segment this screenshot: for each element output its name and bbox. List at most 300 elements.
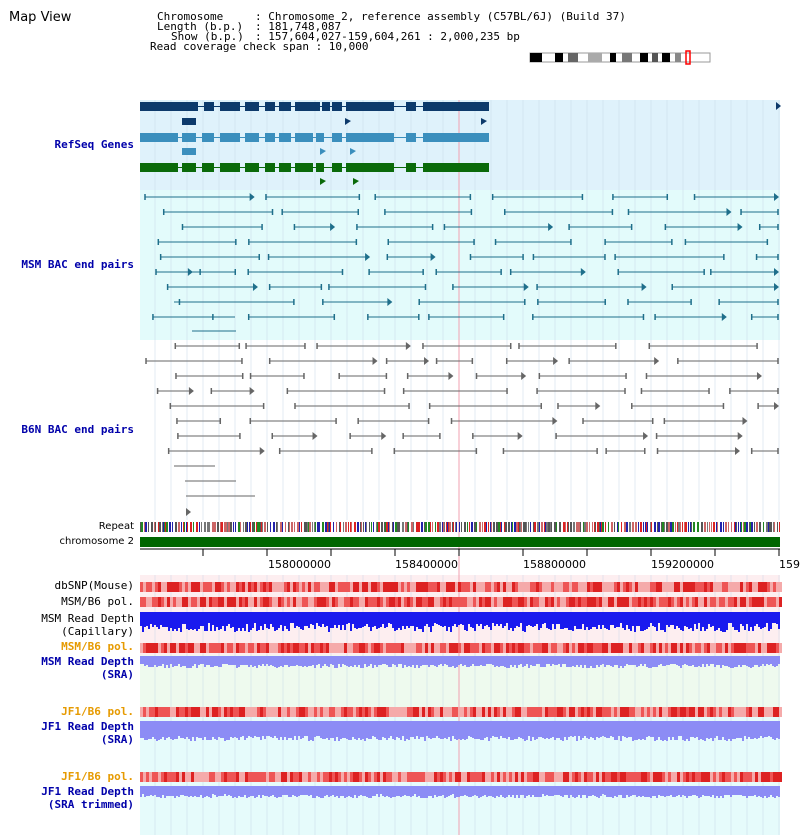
read-depth-bar	[186, 786, 188, 796]
polymorphism-cell	[512, 772, 515, 782]
read-depth-bar	[460, 786, 462, 796]
read-depth-bar	[478, 656, 480, 666]
read-depth-bar	[562, 612, 564, 629]
repeat-mark	[209, 522, 210, 532]
polymorphism-cell	[416, 707, 419, 717]
polymorphism-cell	[302, 582, 305, 592]
read-depth-bar	[744, 721, 746, 736]
polymorphism-cell	[650, 582, 653, 592]
read-depth-bar	[290, 721, 292, 738]
polymorphism-cell	[335, 597, 338, 607]
read-depth-bar	[246, 612, 248, 624]
read-depth-bar	[574, 721, 576, 736]
polymorphism-cell	[623, 582, 626, 592]
polymorphism-cell	[542, 597, 545, 607]
read-depth-bar	[164, 786, 166, 798]
read-depth-bar	[372, 612, 374, 627]
read-depth-bar	[166, 612, 168, 627]
repeat-mark	[578, 522, 580, 532]
repeat-mark	[329, 522, 330, 532]
read-depth-bar	[484, 656, 486, 666]
polymorphism-cell	[479, 597, 482, 607]
polymorphism-cell	[530, 772, 533, 782]
repeat-mark	[500, 522, 501, 532]
polymorphism-cell	[245, 772, 248, 782]
read-depth-bar	[176, 786, 178, 796]
polymorphism-cell	[548, 582, 551, 592]
read-depth-bar	[390, 786, 392, 798]
read-depth-bar	[532, 612, 534, 627]
read-depth-bar	[324, 786, 326, 796]
read-depth-bar	[602, 656, 604, 664]
read-depth-bar	[710, 612, 712, 627]
polymorphism-cell	[632, 582, 635, 592]
polymorphism-cell	[203, 643, 206, 653]
read-depth-bar	[410, 612, 412, 626]
polymorphism-cell	[410, 643, 413, 653]
read-depth-bar	[714, 656, 716, 667]
repeat-mark	[154, 522, 155, 532]
polymorphism-cell	[194, 707, 197, 717]
read-depth-bar	[630, 786, 632, 796]
polymorphism-cell	[317, 707, 320, 717]
polymorphism-cell	[479, 582, 482, 592]
read-depth-bar	[348, 612, 350, 623]
read-depth-bar	[150, 721, 152, 739]
read-depth-bar	[378, 786, 380, 797]
polymorphism-cell	[692, 597, 695, 607]
polymorphism-cell	[707, 772, 710, 782]
polymorphism-cell	[728, 582, 731, 592]
polymorphism-cell	[629, 582, 632, 592]
polymorphism-cell	[350, 772, 353, 782]
read-depth-bar	[512, 721, 514, 740]
polymorphism-cell	[752, 643, 755, 653]
polymorphism-cell	[524, 582, 527, 592]
polymorphism-cell	[644, 707, 647, 717]
repeat-mark	[277, 522, 278, 532]
polymorphism-cell	[560, 582, 563, 592]
read-depth-bar	[402, 612, 404, 626]
read-depth-bar	[536, 786, 538, 797]
read-depth-bar	[238, 786, 240, 796]
read-depth-bar	[750, 786, 752, 796]
read-depth-bar	[662, 656, 664, 666]
polymorphism-cell	[206, 707, 209, 717]
polymorphism-cell	[281, 772, 284, 782]
jf1-b6-pol-label: JF1/B6 pol.	[61, 705, 134, 718]
polymorphism-cell	[545, 582, 548, 592]
polymorphism-cell	[323, 582, 326, 592]
jf1-depth-sra-sublabel: (SRA)	[100, 733, 134, 746]
polymorphism-cell	[371, 643, 374, 653]
polymorphism-cell	[248, 772, 251, 782]
read-depth-bar	[592, 612, 594, 627]
read-depth-bar	[170, 612, 172, 628]
read-depth-bar	[774, 721, 776, 740]
read-depth-bar	[390, 721, 392, 736]
read-depth-bar	[242, 656, 244, 665]
polymorphism-cell	[383, 597, 386, 607]
polymorphism-cell	[527, 597, 530, 607]
read-depth-bar	[384, 786, 386, 797]
read-depth-bar	[718, 656, 720, 665]
repeat-mark	[654, 522, 656, 532]
polymorphism-cell	[245, 597, 248, 607]
polymorphism-cell	[659, 772, 662, 782]
read-depth-bar	[654, 612, 656, 627]
repeat-mark	[720, 522, 722, 532]
read-depth-bar	[698, 786, 700, 798]
read-depth-bar	[516, 612, 518, 626]
polymorphism-cell	[344, 597, 347, 607]
read-depth-bar	[178, 612, 180, 628]
read-depth-bar	[460, 656, 462, 664]
read-depth-bar	[700, 721, 702, 739]
polymorphism-cell	[680, 772, 683, 782]
read-depth-bar	[612, 656, 614, 667]
read-depth-bar	[776, 721, 778, 738]
read-depth-bar	[504, 612, 506, 626]
read-depth-bar	[558, 721, 560, 738]
polymorphism-cell	[731, 643, 734, 653]
polymorphism-cell	[488, 582, 491, 592]
read-depth-bar	[460, 612, 462, 624]
read-depth-bar	[424, 656, 426, 665]
read-depth-bar	[346, 721, 348, 739]
polymorphism-cell	[725, 707, 728, 717]
polymorphism-cell	[413, 772, 416, 782]
read-depth-bar	[282, 656, 284, 667]
polymorphism-cell	[479, 643, 482, 653]
polymorphism-cell	[413, 597, 416, 607]
polymorphism-cell	[614, 582, 617, 592]
polymorphism-cell	[356, 772, 359, 782]
polymorphism-cell	[188, 707, 191, 717]
polymorphism-cell	[683, 582, 686, 592]
polymorphism-cell	[353, 643, 356, 653]
read-depth-bar	[532, 656, 534, 666]
read-depth-bar	[490, 656, 492, 664]
read-depth-bar	[330, 721, 332, 738]
read-depth-bar	[418, 656, 420, 668]
read-depth-bar	[624, 656, 626, 666]
read-depth-bar	[744, 612, 746, 630]
read-depth-bar	[514, 721, 516, 739]
read-depth-bar	[614, 786, 616, 796]
polymorphism-cell	[683, 597, 686, 607]
read-depth-bar	[766, 612, 768, 623]
polymorphism-cell	[293, 597, 296, 607]
repeat-mark	[490, 522, 491, 532]
read-depth-bar	[540, 656, 542, 667]
polymorphism-cell	[533, 597, 536, 607]
read-depth-bar	[642, 786, 644, 796]
read-depth-bar	[212, 656, 214, 667]
polymorphism-cell	[143, 643, 146, 653]
read-depth-bar	[358, 786, 360, 796]
read-depth-bar	[778, 612, 780, 629]
read-depth-bar	[674, 721, 676, 740]
gene-exon	[423, 102, 489, 111]
read-depth-bar	[332, 786, 334, 795]
polymorphism-cell	[242, 772, 245, 782]
polymorphism-cell	[359, 772, 362, 782]
gene-exon	[295, 163, 313, 172]
read-depth-bar	[448, 656, 450, 667]
read-depth-bar	[622, 656, 624, 668]
polymorphism-cell	[293, 582, 296, 592]
polymorphism-cell	[575, 597, 578, 607]
polymorphism-cell	[779, 597, 782, 607]
read-depth-bar	[280, 612, 282, 625]
repeat-mark	[646, 522, 647, 532]
read-depth-bar	[726, 656, 728, 666]
read-depth-bar	[416, 612, 418, 627]
polymorphism-cell	[347, 772, 350, 782]
polymorphism-cell	[161, 582, 164, 592]
polymorphism-cell	[140, 772, 143, 782]
read-depth-bar	[312, 656, 314, 665]
repeat-mark	[524, 522, 526, 532]
read-depth-bar	[172, 786, 174, 796]
read-depth-bar	[458, 656, 460, 665]
polymorphism-cell	[158, 772, 161, 782]
polymorphism-cell	[680, 597, 683, 607]
polymorphism-cell	[458, 643, 461, 653]
repeat-mark	[534, 522, 536, 532]
polymorphism-cell	[194, 772, 197, 782]
read-depth-bar	[250, 786, 252, 796]
polymorphism-cell	[221, 772, 224, 782]
read-depth-bar	[284, 721, 286, 737]
read-depth-bar	[176, 612, 178, 631]
read-depth-bar	[334, 786, 336, 797]
read-depth-bar	[374, 612, 376, 626]
read-depth-bar	[744, 656, 746, 665]
polymorphism-cell	[683, 707, 686, 717]
polymorphism-cell	[182, 772, 185, 782]
polymorphism-cell	[596, 707, 599, 717]
read-depth-bar	[400, 786, 402, 797]
polymorphism-cell	[374, 582, 377, 592]
read-depth-bar	[760, 721, 762, 736]
read-depth-bar	[360, 721, 362, 740]
read-depth-bar	[610, 656, 612, 666]
read-depth-bar	[472, 656, 474, 664]
read-depth-bar	[314, 786, 316, 798]
polymorphism-cell	[341, 772, 344, 782]
repeat-mark	[763, 522, 764, 532]
read-depth-bar	[296, 721, 298, 740]
read-depth-bar	[250, 656, 252, 665]
read-depth-bar	[644, 656, 646, 664]
read-depth-bar	[554, 786, 556, 795]
polymorphism-cell	[719, 707, 722, 717]
read-depth-bar	[558, 612, 560, 624]
polymorphism-cell	[677, 707, 680, 717]
polymorphism-cell	[578, 707, 581, 717]
read-depth-bar	[460, 721, 462, 740]
polymorphism-cell	[203, 772, 206, 782]
polymorphism-cell	[758, 772, 761, 782]
polymorphism-cell	[761, 643, 764, 653]
read-depth-bar	[576, 721, 578, 741]
polymorphism-cell	[350, 707, 353, 717]
read-depth-bar	[252, 656, 254, 667]
polymorphism-cell	[641, 582, 644, 592]
read-depth-bar	[206, 721, 208, 740]
read-depth-bar	[244, 656, 246, 665]
read-depth-bar	[556, 786, 558, 795]
read-depth-bar	[492, 786, 494, 797]
repeat-mark	[159, 522, 161, 532]
polymorphism-cell	[674, 772, 677, 782]
polymorphism-cell	[734, 643, 737, 653]
read-depth-bar	[476, 786, 478, 796]
read-depth-bar	[636, 786, 638, 797]
polymorphism-cell	[308, 597, 311, 607]
read-depth-bar	[238, 721, 240, 740]
repeat-mark	[280, 522, 282, 532]
polymorphism-cell	[692, 582, 695, 592]
read-depth-bar	[588, 656, 590, 668]
polymorphism-cell	[215, 597, 218, 607]
repeat-mark	[476, 522, 477, 532]
polymorphism-cell	[326, 597, 329, 607]
read-depth-bar	[148, 656, 150, 667]
polymorphism-cell	[455, 597, 458, 607]
polymorphism-cell	[311, 597, 314, 607]
polymorphism-cell	[749, 582, 752, 592]
read-depth-bar	[654, 656, 656, 667]
read-depth-bar	[626, 612, 628, 625]
repeat-mark	[520, 522, 521, 532]
read-depth-bar	[350, 721, 352, 740]
polymorphism-cell	[461, 707, 464, 717]
polymorphism-cell	[551, 707, 554, 717]
polymorphism-cell	[200, 707, 203, 717]
polymorphism-cell	[422, 772, 425, 782]
polymorphism-cell	[677, 582, 680, 592]
read-depth-bar	[738, 786, 740, 795]
polymorphism-cell	[671, 597, 674, 607]
polymorphism-cell	[224, 772, 227, 782]
read-depth-bar	[174, 786, 176, 798]
read-depth-bar	[256, 786, 258, 797]
read-depth-bar	[586, 612, 588, 627]
read-depth-bar	[308, 786, 310, 796]
read-depth-bar	[436, 786, 438, 797]
polymorphism-cell	[497, 643, 500, 653]
read-depth-bar	[142, 786, 144, 794]
polymorphism-cell	[641, 707, 644, 717]
read-depth-bar	[248, 786, 250, 797]
polymorphism-cell	[392, 582, 395, 592]
polymorphism-cell	[221, 707, 224, 717]
read-depth-bar	[594, 612, 596, 627]
polymorphism-cell	[539, 643, 542, 653]
read-depth-bar	[422, 656, 424, 665]
repeat-mark	[647, 522, 648, 532]
read-depth-bar	[442, 612, 444, 627]
polymorphism-cell	[617, 597, 620, 607]
polymorphism-cell	[437, 707, 440, 717]
read-depth-bar	[200, 612, 202, 626]
polymorphism-cell	[218, 643, 221, 653]
read-depth-bar	[226, 786, 228, 796]
polymorphism-cell	[182, 597, 185, 607]
read-depth-bar	[314, 721, 316, 737]
polymorphism-cell	[458, 772, 461, 782]
read-depth-bar	[664, 786, 666, 797]
polymorphism-cell	[260, 707, 263, 717]
polymorphism-cell	[581, 597, 584, 607]
read-depth-bar	[430, 786, 432, 796]
read-depth-bar	[658, 721, 660, 737]
read-depth-bar	[436, 656, 438, 667]
read-depth-bar	[516, 656, 518, 668]
read-depth-bar	[222, 612, 224, 626]
read-depth-bar	[226, 721, 228, 740]
read-depth-bar	[252, 786, 254, 796]
read-depth-bar	[692, 786, 694, 795]
polymorphism-cell	[650, 707, 653, 717]
polymorphism-cell	[746, 772, 749, 782]
polymorphism-cell	[662, 597, 665, 607]
read-depth-bar	[156, 612, 158, 627]
polymorphism-cell	[230, 597, 233, 607]
polymorphism-cell	[185, 597, 188, 607]
polymorphism-cell	[665, 772, 668, 782]
polymorphism-cell	[164, 582, 167, 592]
repeat-mark	[621, 522, 622, 532]
read-depth-bar	[280, 721, 282, 737]
polymorphism-cell	[710, 707, 713, 717]
chromosome-value: : Chromosome 2, reference assembly (C57BL/6J) (Build 37)	[255, 10, 626, 23]
polymorphism-cell	[575, 643, 578, 653]
read-depth-bar	[598, 656, 600, 667]
read-depth-bar	[158, 721, 160, 740]
repeat-mark	[486, 522, 487, 532]
polymorphism-cell	[389, 707, 392, 717]
polymorphism-cell	[245, 643, 248, 653]
polymorphism-cell	[710, 643, 713, 653]
repeat-mark	[418, 522, 420, 532]
repeat-mark	[181, 522, 182, 532]
read-depth-bar	[192, 721, 194, 737]
polymorphism-cell	[578, 643, 581, 653]
polymorphism-cell	[632, 707, 635, 717]
read-depth-bar	[380, 612, 382, 627]
polymorphism-cell	[188, 582, 191, 592]
read-depth-bar	[716, 656, 718, 665]
polymorphism-cell	[296, 772, 299, 782]
read-depth-bar	[508, 721, 510, 737]
read-depth-bar	[684, 721, 686, 741]
repeat-mark	[366, 522, 367, 532]
read-depth-bar	[500, 721, 502, 736]
read-depth-bar	[656, 721, 658, 740]
read-depth-bar	[504, 721, 506, 738]
polymorphism-cell	[305, 707, 308, 717]
polymorphism-cell	[245, 707, 248, 717]
read-depth-bar	[640, 612, 642, 631]
polymorphism-cell	[419, 643, 422, 653]
read-depth-bar	[270, 656, 272, 665]
read-depth-bar	[624, 786, 626, 798]
polymorphism-cell	[584, 772, 587, 782]
